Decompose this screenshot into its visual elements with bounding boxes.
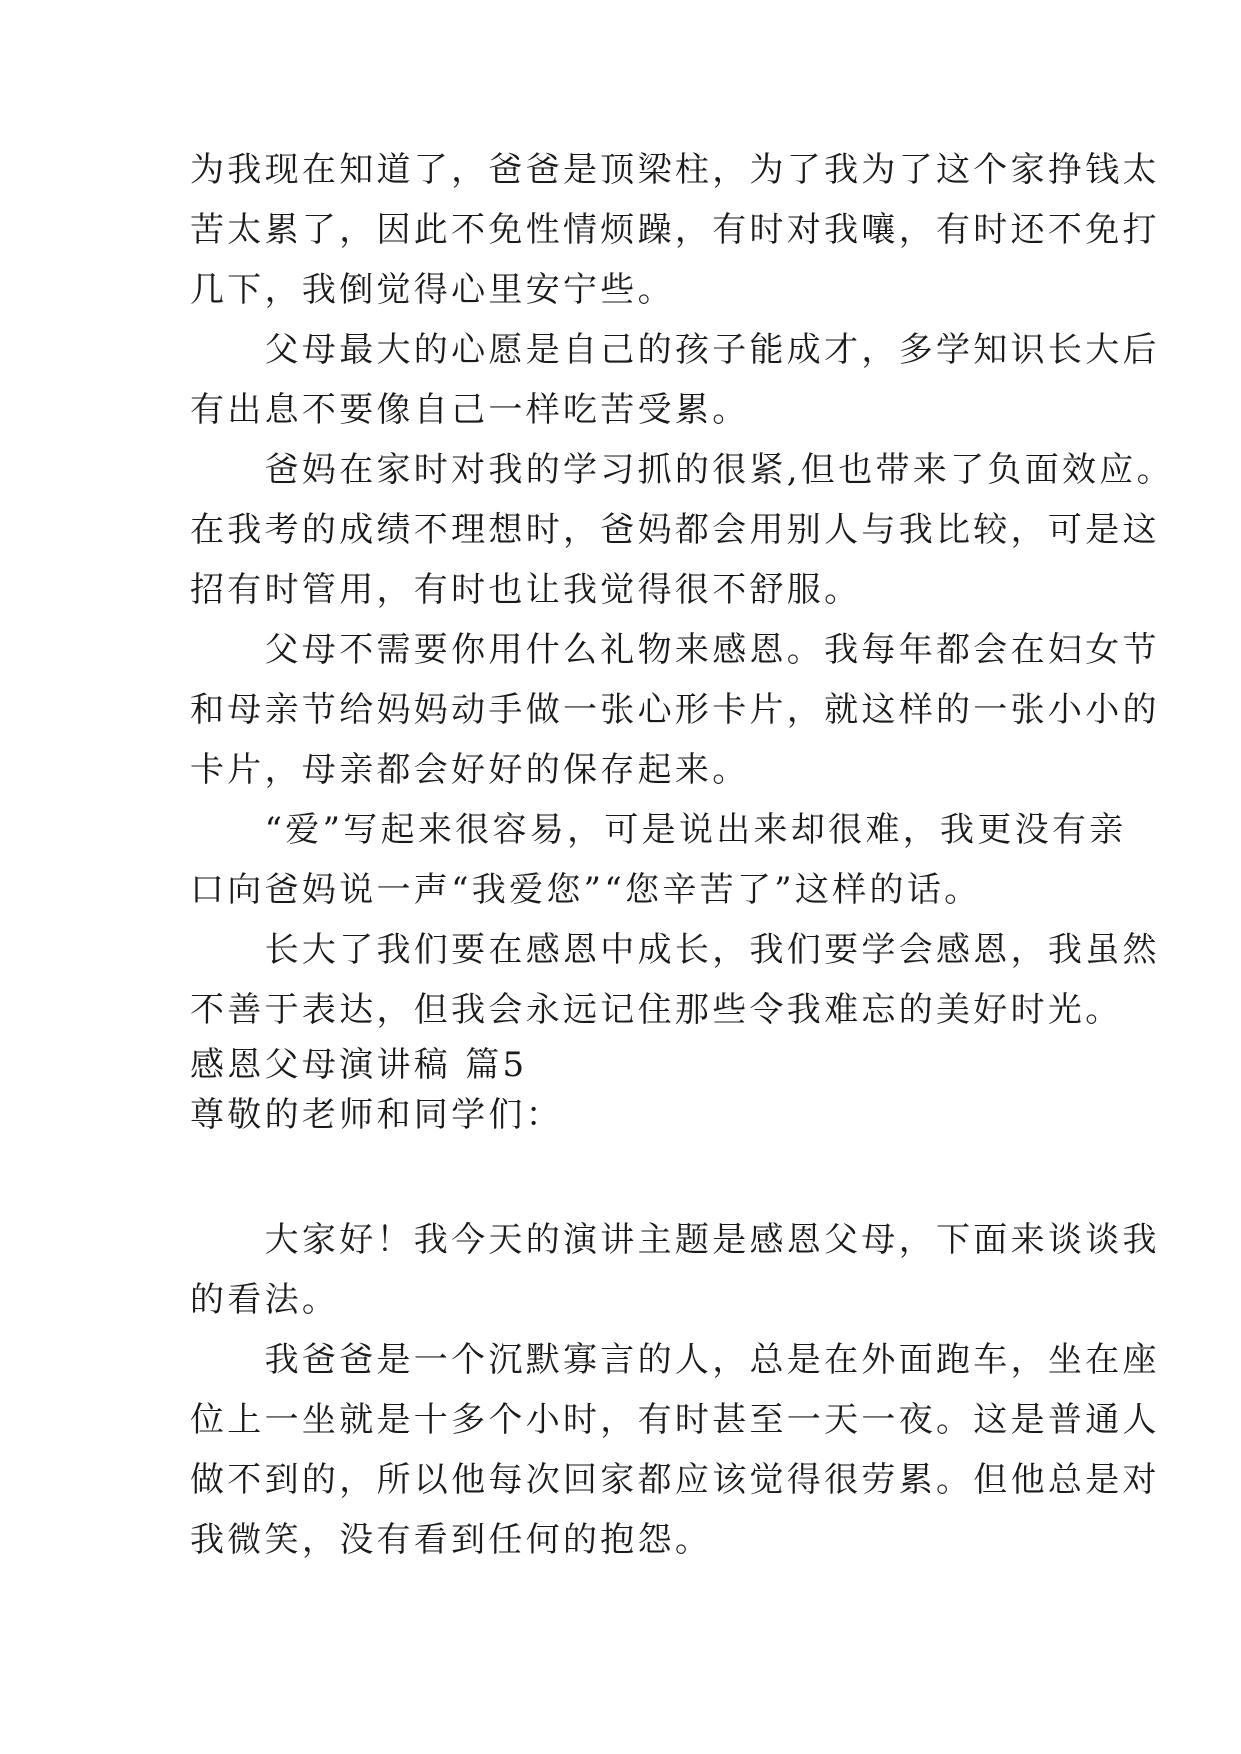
section-title: 感恩父母演讲稿 篇5: [190, 1045, 528, 1085]
text-line: 爸妈在家时对我的学习抓的很紧,但也带来了负面效应。: [190, 450, 1174, 490]
text-line: 父母最大的心愿是自己的孩子能成才，多学知识长大后: [190, 330, 1160, 370]
text-line: 为我现在知道了，爸爸是顶梁柱，为了我为了这个家挣钱太: [190, 150, 1160, 190]
paragraph: [190, 440, 1174, 620]
text-line: 不善于表达，但我会永远记住那些令我难忘的美好时光。: [190, 990, 1123, 1030]
text-line: 我爸爸是一个沉默寡言的人，总是在外面跑车，坐在座: [190, 1340, 1160, 1380]
text-line: 父母不需要你用什么礼物来感恩。我每年都会在妇女节: [190, 630, 1160, 670]
paragraph: [190, 800, 1127, 920]
text-line: 长大了我们要在感恩中成长，我们要学会感恩，我虽然: [190, 930, 1160, 970]
paragraph-continuation: [190, 140, 1160, 320]
paragraph: [190, 1210, 1160, 1330]
blank-spacer: [190, 1140, 1070, 1210]
text-line: 在我考的成绩不理想时，爸妈都会用别人与我比较，可是这: [190, 510, 1160, 550]
text-line: 卡片，母亲都会好好的保存起来。: [190, 750, 750, 790]
paragraph: [190, 1330, 1160, 1570]
text-line: 我微笑，没有看到任何的抱怨。: [190, 1520, 713, 1560]
paragraph: [190, 620, 1160, 800]
text-line: 大家好！我今天的演讲主题是感恩父母，下面来谈谈我: [190, 1220, 1160, 1260]
paragraph: [190, 920, 1160, 1040]
salutation: 尊敬的老师和同学们：: [190, 1095, 563, 1135]
text-line: 口向爸妈说一声“我爱您”“您辛苦了”这样的话。: [190, 870, 982, 910]
text-line: 做不到的，所以他每次回家都应该觉得很劳累。但他总是对: [190, 1460, 1160, 1500]
text-line: 和母亲节给妈妈动手做一张心形卡片，就这样的一张小小的: [190, 690, 1160, 730]
text-line: 有出息不要像自己一样吃苦受累。: [190, 390, 750, 430]
text-line: 的看法。: [190, 1280, 340, 1320]
text-line: 苦太累了，因此不免性情烦躁，有时对我嚷，有时还不免打: [190, 210, 1160, 250]
text-line: “爱”写起来很容易，可是说出来却很难，我更没有亲: [190, 810, 1127, 850]
text-line: 位上一坐就是十多个小时，有时甚至一天一夜。这是普通人: [190, 1400, 1160, 1440]
text-line: 招有时管用，有时也让我觉得很不舒服。: [190, 570, 862, 610]
text-line: 几下，我倒觉得心里安宁些。: [190, 270, 675, 310]
paragraph: [190, 320, 1160, 440]
document-body: [190, 140, 1174, 1570]
